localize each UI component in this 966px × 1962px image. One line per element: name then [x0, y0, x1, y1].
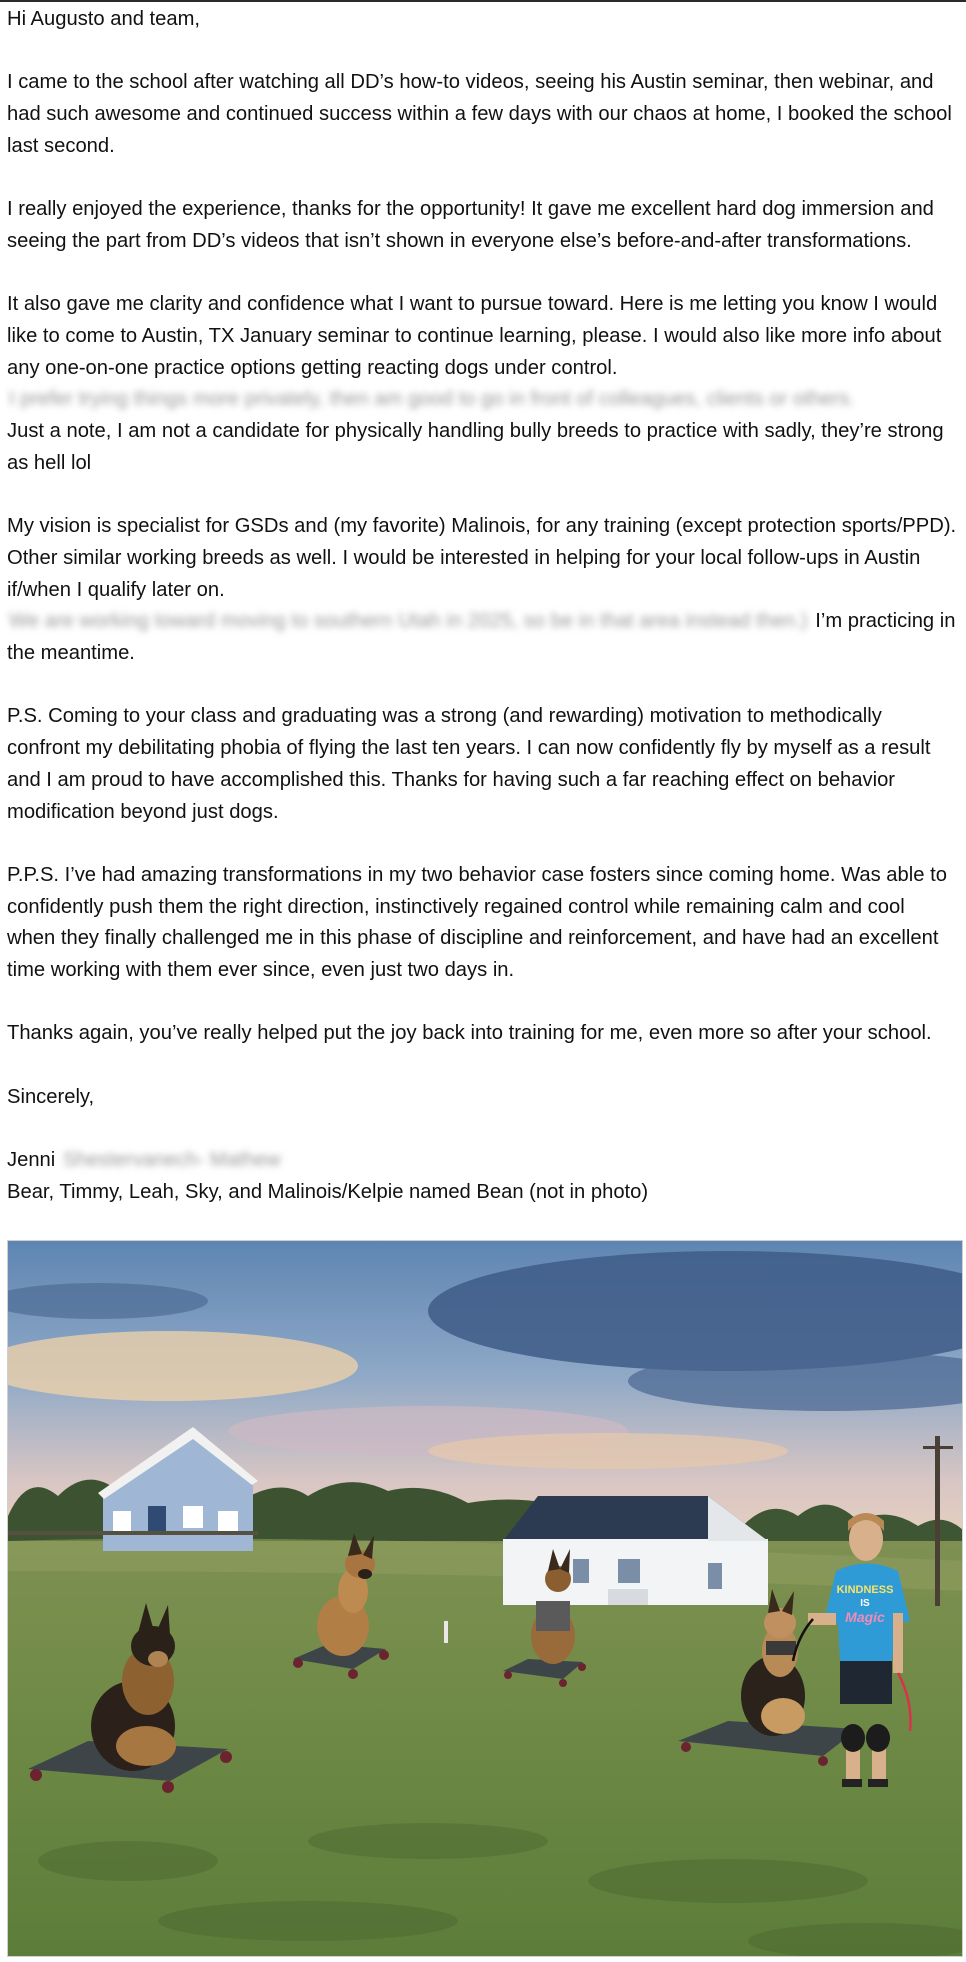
- paragraph-5-end: I’m practicing in the meantime.: [7, 610, 956, 664]
- right-house: [503, 1496, 768, 1605]
- paragraph-ps: P.S. Coming to your class and graduating was a strong (and rewarding) motivation to methodically confront my debilitating phobia of flying the last ten years. I can now confidently fly by myself as a result and I am proud to have accomplished this. Thanks for having such a far reaching effect on behavior modification beyond just dogs.: [7, 705, 931, 823]
- utility-pole: [935, 1436, 940, 1606]
- shirt-text-line-1: KINDNESS: [836, 1584, 894, 1596]
- closing: Sincerely,: [7, 1085, 95, 1108]
- shirt-text-line-2: IS: [860, 1598, 870, 1609]
- paragraph-thanks: Thanks again, you’ve really helped put the joy back into training for me, even more so after your school.: [7, 1022, 932, 1045]
- redacted-last-name: Shestervanech- Mathew: [62, 1149, 281, 1172]
- greeting: Hi Augusto and team,: [7, 8, 201, 30]
- paragraph-2: I really enjoyed the experience, thanks for the opportunity! It gave me excellent hard dog immersion and seeing the part from DD’s videos that isn’t shown in everyone else’s before-and-after transformations.: [7, 198, 934, 252]
- signature: [7, 1145, 957, 1177]
- paragraph-5: [7, 511, 957, 670]
- signature-first-name: Jenni: [7, 1149, 56, 1172]
- redacted-text: We are working toward moving to southern Utah in 2025, so be in that area instead then.): [9, 610, 808, 633]
- redacted-text: I prefer trying things more privately, then am good to go in front of colleagues, clients or others.: [9, 388, 855, 411]
- shirt-text-line-3: Magic: [845, 1609, 885, 1625]
- paragraph-5-text: My vision is specialist for GSDs and (my favorite) Malinois, for any training (except protection sports/PPD). Other similar working breeds as well. I would be interested in helping for your local follow-ups in Austin if/when I qualify later on.: [7, 515, 957, 601]
- photo-dogs-on-cots: [7, 1240, 963, 1957]
- paragraph-3: [7, 289, 957, 416]
- paragraph-pps: P.P.S. I’ve had amazing transformations in my two behavior case fosters since coming home. Was able to confidently push them the right direction, instinctively regained control while remaining calm and cool when they finally challenged me in this phase of discipline and reinforcement, and have had an excellent time working with them ever since, even just two days in.: [7, 863, 947, 981]
- dogs-line: Bear, Timmy, Leah, Sky, and Malinois/Kelpie named Bean (not in photo): [7, 1180, 649, 1203]
- top-border: [0, 0, 966, 2]
- cloud: [428, 1433, 788, 1469]
- paragraph-4: Just a note, I am not a candidate for physically handling bully breeds to practice with sadly, they’re strong as hell lol: [7, 420, 944, 474]
- stake: [444, 1621, 448, 1643]
- email-body: [7, 4, 957, 1209]
- paragraph-1: I came to the school after watching all DD’s how-to videos, seeing his Austin seminar, then webinar, and had such awesome and continued success within a few days with our chaos at home, I booked the school last second.: [7, 71, 952, 157]
- paragraph-3-text: It also gave me clarity and confidence what I want to pursue toward. Here is me letting you know I would like to come to Austin, TX January seminar to continue learning, please. I would also like more info about any one-on-one practice options getting reacting dogs under control.: [7, 293, 942, 379]
